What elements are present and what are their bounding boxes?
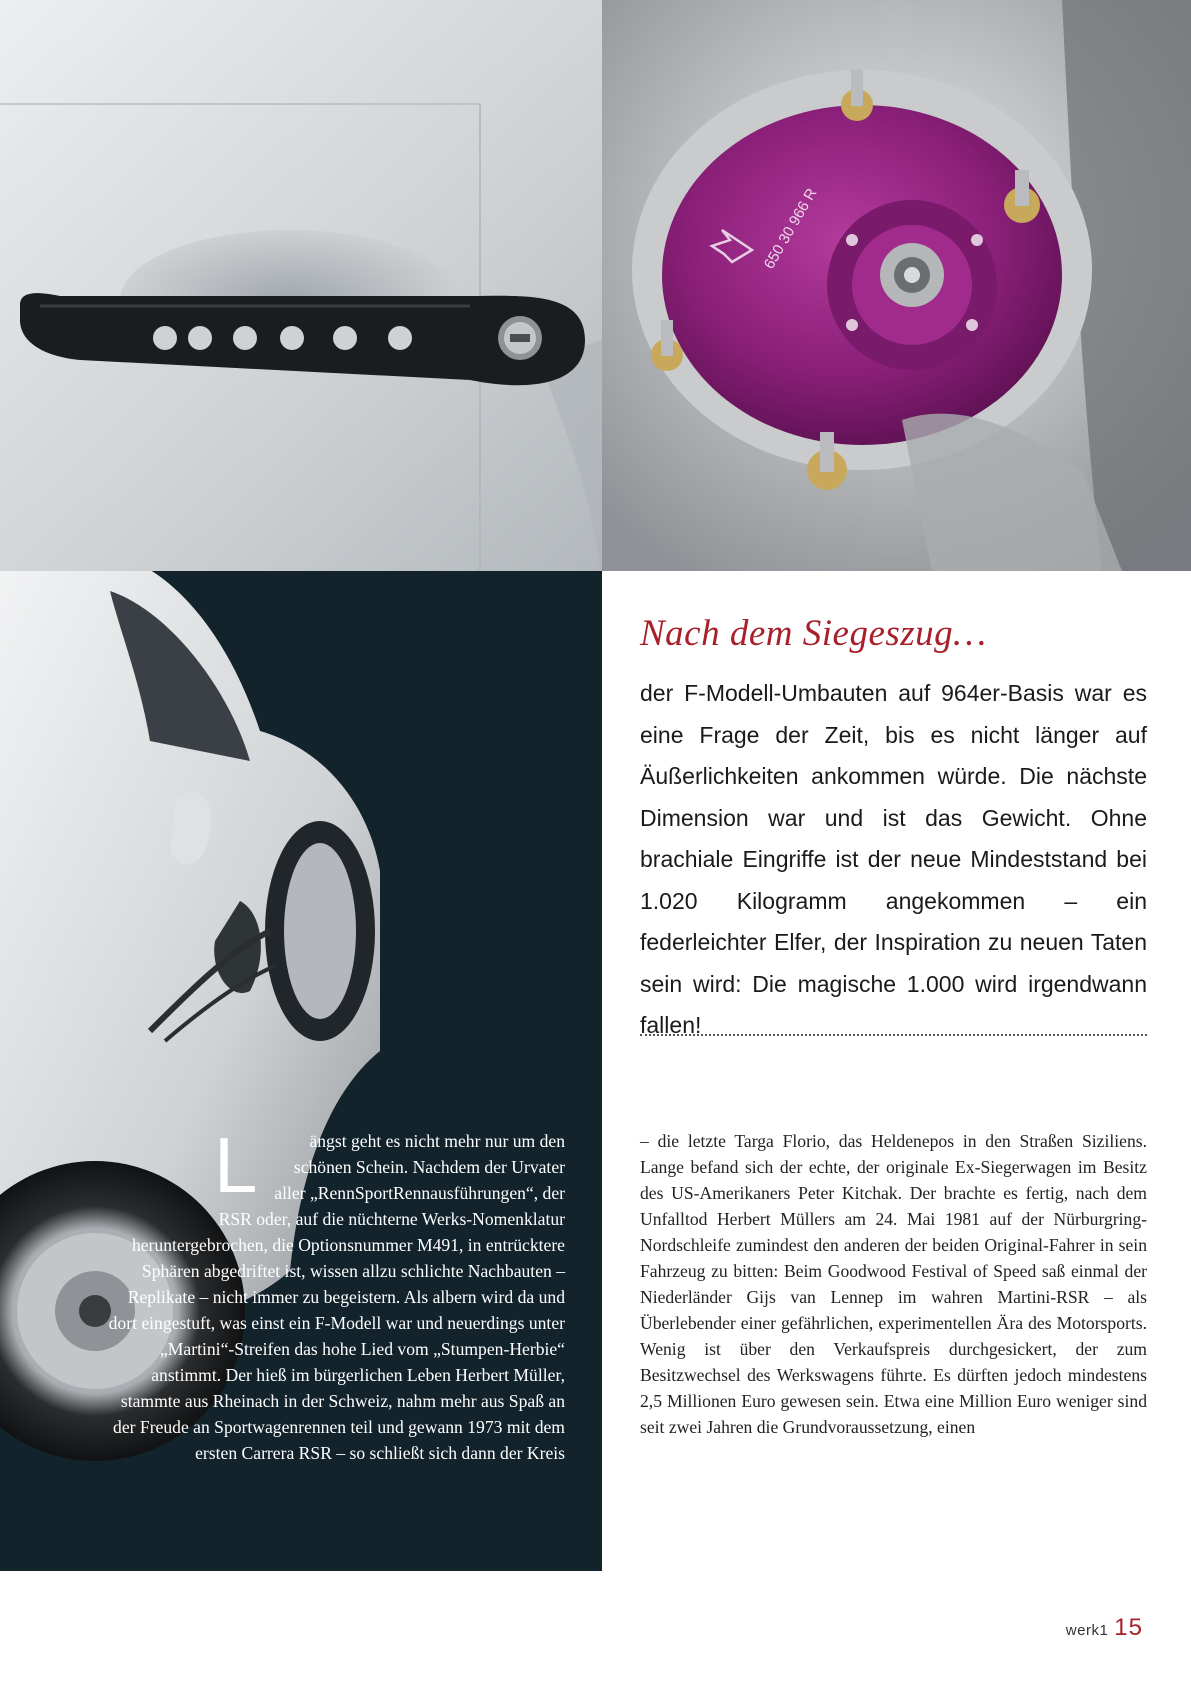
footer-brand: werk1 [1065,1622,1109,1639]
sidebar-text: der F-Modell-Umbauten auf 964er-Basis war es eine Frage der Zeit, bis es nicht länger auf Äußerlichkeiten ankommen würde. Die nächste Dimension war und ist das Gewicht. Ohne brachiale Eingriffe ist der neue Mindeststand bei 1.020 Kilogramm angekommen – ein federleichter Elfer, der Inspiration zu neuen Taten sein wird: Die magische 1.000 wird irgendwann fallen! [640,680,1147,1038]
strut-mount-photo [602,0,1191,571]
strut-plate-text: 650 30 966 R [760,185,821,272]
page-footer [1066,1614,1143,1642]
sidebar-divider [640,1034,1147,1036]
door-handle-photo [0,0,602,571]
sidebar-title: Nach dem Siegeszug… [640,613,987,654]
drop-cap: L [214,1121,258,1209]
article-right-text: – die letzte Targa Florio, das Heldenepos in den Straßen Siziliens. Lange befand sich der echte, der originale Ex-Siegerwagen im Besitz des US-Amerikaners Peter Kitchak. Der brachte es fertig, nach dem Unfalltod Herbert Müllers am 24. Mai 1981 auf der Nürburgring-Nordschleife zumindest den anderen der beiden Original-Fahrer in sein Fahrzeug zu bitten: Beim Goodwood Festival of Speed saß einmal der Niederländer Gijs van Lennep im wahren Martini-RSR – als Überlebender einer gefährlichen, experimentellen Ära des Motorsports. Wenig ist über den Verkaufspreis durchgesickert, der zum Besitzwechsel des Werkswagens führte. Es dürften jedoch mindestens 2,5 Millionen Euro gewesen sein. Etwa eine Million Euro weniger sind seit zwei Jahren die Grundvoraussetzung, einen [640,1131,1147,1437]
strut-mount-illustration [602,0,1191,571]
page-number: 15 [1114,1614,1143,1641]
article-left-column [100,1121,565,1466]
article-right-column [640,1128,1147,1440]
article-left-text: ängst geht es nicht mehr nur um den schönen Schein. Nachdem der Urvater aller „RennSportRennausführungen“, der RSR oder, auf die nüchterne Werks-Nomenklatur heruntergebrochen, die Optionsnummer M491, in entrücktere Sphären abgedriftet ist, wissen allzu schlichte Nachbauten – Replikate – nicht immer zu begeistern. Als albern wird da und dort eingestuft, was einst ein F-Modell war und neuerdings unter „Martini“-Streifen das hohe Lied vom „Stumpen-Herbie“ anstimmt. Der hieß im bürgerlichen Leben Herbert Müller, stammte aus Rheinach in der Schweiz, nahm mehr aus Spaß an der Freude an Sportwagenrennen teil und gewann 1973 mit dem ersten Carrera RSR – so schließt sich dann der Kreis [108,1131,565,1463]
door-handle-illustration [0,0,602,571]
